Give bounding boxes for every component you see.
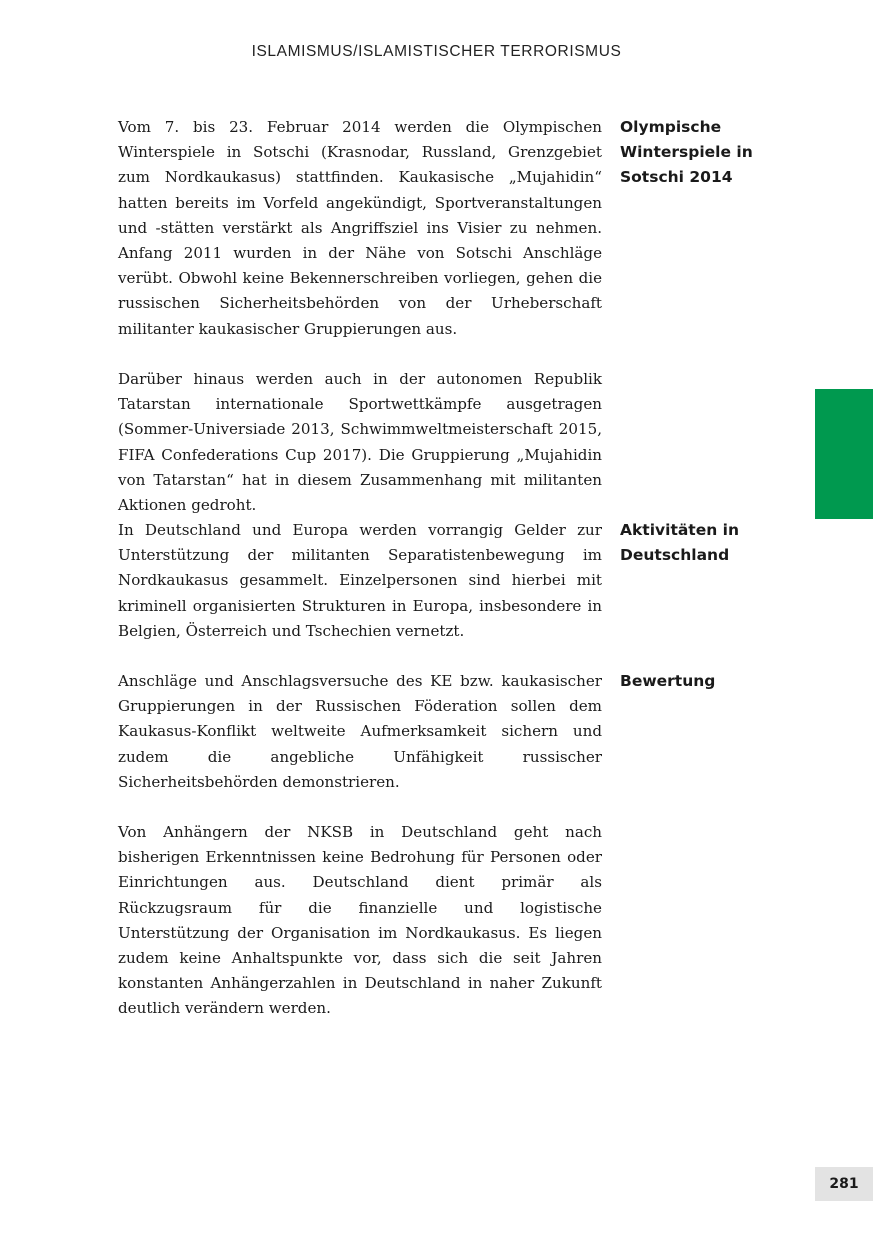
marginal-heading-aktivitaeten: Aktivitäten in Deutschland [620,521,740,565]
paragraph-sotschi-1: Vom 7. bis 23. Februar 2014 werden die Olympischen Winterspiele in Sotschi (Krasnodar, Russland, Grenzgebiet zum Nordkaukasus) stattfinden. Kaukasische „Mujahidin“ hatten bereits im Vorfeld angekündigt, Sportveranstaltungen und -stätten verstärkt als Angriffsziel ins Visier zu nehmen. Anfang 2011 wurden in der Nähe von Sotschi Anschläge verübt. Obwohl keine Bekennerschreiben vorliegen, gehen die russischen Sicherheitsbehörden von der Urheberschaft militanter kaukasischer Gruppierungen aus. [118,118,602,338]
chapter-color-tab [815,389,873,519]
paragraph-sotschi-2: Darüber hinaus werden auch in der autonomen Republik Tatarstan internationale Sportwettkämpfe ausgetragen (Sommer-Universiade 2013, Schwimmweltmeisterschaft 2015, FIFA Confederations Cup 2017). Die Gruppierung „Mujahidin von Tatarstan“ hat in diesem Zusammenhang mit militanten Aktionen gedroht. [118,370,602,515]
page-number: 281 [815,1167,873,1201]
paragraph-aktivitaeten: In Deutschland und Europa werden vorrangig Gelder zur Unterstützung der militanten Separatistenbewegung im Nordkaukasus gesammelt. Einzelpersonen sind hierbei mit kriminell organisierten Strukturen in Europa, insbesondere in Belgien, Österreich und Tschechien vernetzt. [118,521,602,640]
running-header: ISLAMISMUS/ISLAMISTISCHER TERRORISMUS [251,43,622,60]
paragraph-bewertung-1: Anschläge und Anschlagsversuche des KE bzw. kaukasischer Gruppierungen in der Russischen Föderation sollen dem Kaukasus-Konflikt weltweite Aufmerksamkeit sichern und zudem die angebliche Unfähigkeit russischer Sicherheitsbehörden demonstrieren. [118,672,602,791]
paragraph-bewertung-2: Von Anhängern der NKSB in Deutschland geht nach bisherigen Erkenntnissen keine Bedrohung für Personen oder Einrichtungen aus. Deutschland dient primär als Rückzugsraum für die finanzielle und logistische Unterstützung der Organisation im Nordkaukasus. Es liegen zudem keine Anhaltspunkte vor, dass sich die seit Jahren konstanten Anhängerzahlen in Deutschland in naher Zukunft deutlich verändern werden. [118,823,602,1018]
marginal-heading-olympische-winterspiele: Olympische Winterspiele in Sotschi 2014 [620,118,753,187]
marginal-heading-bewertung: Bewertung [620,672,716,690]
